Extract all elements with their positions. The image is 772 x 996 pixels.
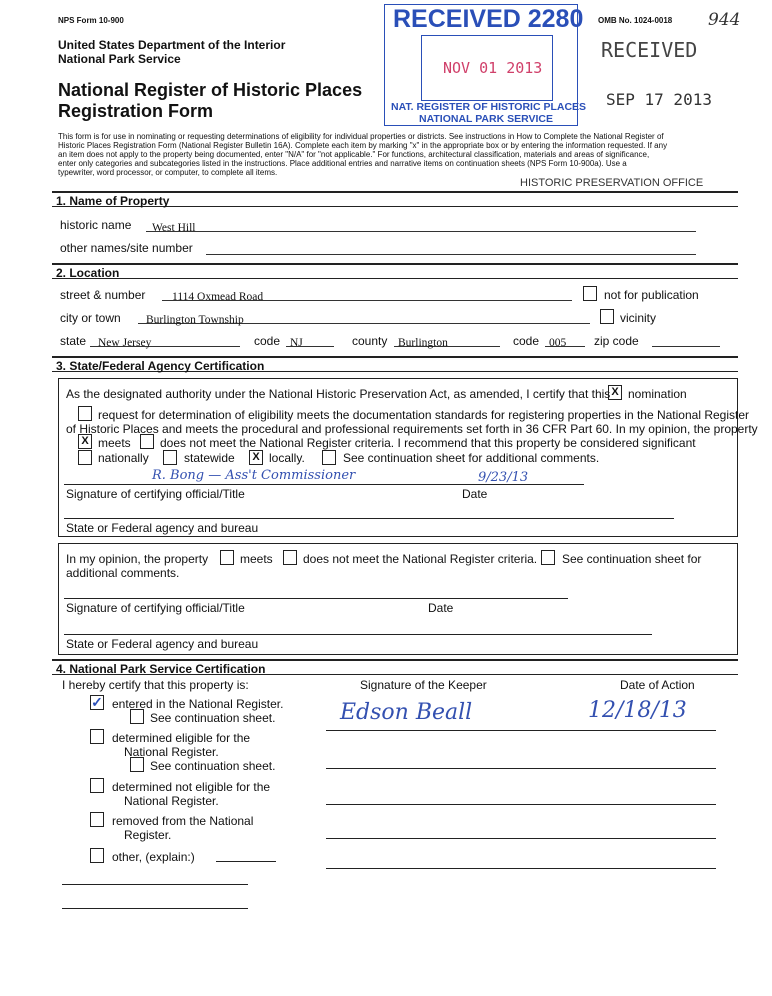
- keeper-signature-label: Signature of the Keeper: [360, 678, 487, 692]
- not-eligible-label: determined not eligible for the: [112, 780, 271, 794]
- section-4-heading: 4. National Park Service Certification: [52, 659, 738, 675]
- stamp-received-text: RECEIVED 2280: [393, 5, 584, 33]
- date-of-action: 12/18/13: [588, 698, 687, 723]
- zip-label: zip code: [594, 334, 639, 348]
- signature-label: Signature of certifying official/Title: [66, 487, 245, 501]
- form-subtitle: Registration Form: [58, 101, 214, 121]
- vicinity-label: vicinity: [620, 311, 657, 325]
- opinion-meets-checkbox[interactable]: [220, 550, 234, 565]
- locally-checkbox[interactable]: X: [249, 450, 263, 465]
- street-value: 1114 Oxmead Road: [172, 291, 264, 303]
- entered-continuation-checkbox[interactable]: [130, 709, 144, 724]
- section-3-heading: 3. State/Federal Agency Certification: [52, 356, 738, 372]
- page-mark: 944: [708, 10, 741, 30]
- form-number: NPS Form 10-900: [58, 16, 124, 25]
- opinion-continuation-checkbox[interactable]: [541, 550, 555, 565]
- department: United States Department of the Interior: [58, 38, 286, 52]
- hpo-office-stamp: HISTORIC PRESERVATION OFFICE: [520, 177, 704, 189]
- opinion-not-meet-label: does not meet the National Register criteria.: [303, 552, 538, 566]
- opinion-continuation-label: See continuation sheet for: [562, 552, 702, 566]
- stamp-line1: NAT. REGISTER OF HISTORIC PLACES: [391, 101, 587, 113]
- removed-label-2: Register.: [124, 828, 172, 842]
- county-value: Burlington: [398, 337, 448, 349]
- entered-label: entered in the National Register.: [112, 697, 284, 711]
- historic-name-label: historic name: [60, 218, 132, 232]
- entered-continuation-label: See continuation sheet.: [150, 711, 276, 725]
- opinion-additional-label: additional comments.: [66, 566, 180, 580]
- state-value: New Jersey: [98, 337, 152, 349]
- state-code-label: code: [254, 334, 281, 348]
- instructions-line: an item does not apply to the property being documented, enter "N/A" for "not applicable." For functions, architectural classification, materials and areas of significance,: [58, 150, 650, 159]
- section-1-heading: 1. Name of Property: [52, 191, 738, 207]
- statewide-label: statewide: [184, 451, 235, 465]
- agency-bureau-label: State or Federal agency and bureau: [66, 521, 259, 535]
- instructions-line: enter only categories and subcategories listed in the instructions. Place additional entries and narrative items on continuation sheets (NPS Form 10-900a). Use a: [58, 159, 627, 168]
- city-field[interactable]: [138, 310, 590, 324]
- continuation-checkbox[interactable]: [322, 450, 336, 465]
- nomination-label: nomination: [628, 387, 687, 401]
- other-names-label: other names/site number: [60, 241, 193, 255]
- agency: National Park Service: [58, 52, 181, 66]
- keeper-signature: Edson Beall: [340, 700, 473, 725]
- street-label: street & number: [60, 288, 146, 302]
- section-2-heading: 2. Location: [52, 263, 738, 279]
- does-not-meet-text: does not meet the National Register criteria. I recommend that this property be considered significant: [160, 436, 696, 450]
- nomination-checkbox[interactable]: X: [608, 385, 622, 400]
- county-label: county: [352, 334, 388, 348]
- not-eligible-label-2: National Register.: [124, 794, 219, 808]
- does-not-meet-checkbox[interactable]: [140, 434, 154, 449]
- other-checkbox[interactable]: [90, 848, 104, 863]
- agency-bureau2-label: State or Federal agency and bureau: [66, 637, 259, 651]
- nationally-label: nationally: [98, 451, 149, 465]
- stamp-line2: NATIONAL PARK SERVICE: [419, 113, 553, 125]
- eligible-checkbox[interactable]: [90, 729, 104, 744]
- request-checkbox[interactable]: [78, 406, 92, 421]
- state-code-value: NJ: [290, 337, 303, 349]
- eligible-continuation-checkbox[interactable]: [130, 757, 144, 772]
- opinion-not-meet-checkbox[interactable]: [283, 550, 297, 565]
- zip-field[interactable]: [652, 333, 720, 347]
- meets-checkbox[interactable]: X: [78, 434, 92, 449]
- city-label: city or town: [60, 311, 121, 325]
- continuation-label: See continuation sheet for additional comments.: [343, 451, 600, 465]
- vicinity-checkbox[interactable]: [600, 309, 614, 324]
- hpo-date-stamp: SEP 17 2013: [606, 90, 712, 109]
- request-text: request for determination of eligibility meets the documentation standards for registering properties in the National Register: [98, 408, 750, 422]
- instructions-line: typewriter, word processor, or computer, to complete all items.: [58, 168, 278, 177]
- street-field[interactable]: [162, 287, 572, 301]
- stamp-date: NOV 01 2013: [443, 59, 543, 77]
- state-label: state: [60, 334, 87, 348]
- state-field[interactable]: [90, 333, 240, 347]
- removed-label: removed from the National: [112, 814, 254, 828]
- county-field[interactable]: [394, 333, 500, 347]
- county-code-value: 005: [549, 337, 567, 349]
- certifying-date: 9/23/13: [478, 470, 529, 485]
- state-code-field[interactable]: [286, 333, 334, 347]
- historic-name-field[interactable]: [146, 218, 696, 232]
- other-names-field[interactable]: [206, 241, 696, 255]
- eligible-label-2: National Register.: [124, 745, 219, 759]
- certify-text: As the designated authority under the National Historic Preservation Act, as amended, I certify that this: [66, 387, 611, 401]
- city-value: Burlington Township: [146, 314, 244, 326]
- meets-label: meets: [98, 436, 131, 450]
- not-eligible-checkbox[interactable]: [90, 778, 104, 793]
- not-for-publication-checkbox[interactable]: [583, 286, 597, 301]
- date-label: Date: [462, 487, 488, 501]
- county-code-label: code: [513, 334, 540, 348]
- signature2-label: Signature of certifying official/Title: [66, 601, 245, 615]
- other-label: other, (explain:): [112, 850, 195, 864]
- instructions-line: This form is for use in nominating or requesting determinations of eligibility for individual properties or districts. See instructions in How to Complete the National Register of: [58, 132, 664, 141]
- nps-received-stamp: [384, 4, 587, 126]
- omb-number: OMB No. 1024-0018: [598, 16, 673, 25]
- eligible-continuation-label: See continuation sheet.: [150, 759, 276, 773]
- entered-checkbox[interactable]: ✓: [91, 694, 103, 710]
- locally-label: locally.: [269, 451, 305, 465]
- date-of-action-label: Date of Action: [620, 678, 695, 692]
- keeper-intro: I hereby certify that this property is:: [62, 678, 249, 692]
- procedural-text: of Historic Places and meets the procedural and professional requirements set forth in 36 CFR Part 60. In my opinion, the property: [66, 422, 758, 436]
- eligible-label: determined eligible for the: [112, 731, 251, 745]
- historic-name-value: West Hill: [152, 222, 196, 234]
- date2-label: Date: [428, 601, 454, 615]
- opinion-text: In my opinion, the property: [66, 552, 209, 566]
- removed-checkbox[interactable]: [90, 812, 104, 827]
- hpo-received-stamp: RECEIVED: [601, 38, 698, 62]
- county-code-field[interactable]: [545, 333, 585, 347]
- certifying-signature: R. Bong — Ass't Commissioner: [152, 468, 356, 483]
- opinion-meets-label: meets: [240, 552, 273, 566]
- statewide-checkbox[interactable]: [163, 450, 177, 465]
- not-for-publication-label: not for publication: [604, 288, 699, 302]
- form-title: National Register of Historic Places: [58, 80, 363, 100]
- nationally-checkbox[interactable]: [78, 450, 92, 465]
- instructions-line: Historic Places Registration Form (National Register Bulletin 16A). Complete each item by marking "x" in the appropriate box or by entering the information requested. If any: [58, 141, 668, 150]
